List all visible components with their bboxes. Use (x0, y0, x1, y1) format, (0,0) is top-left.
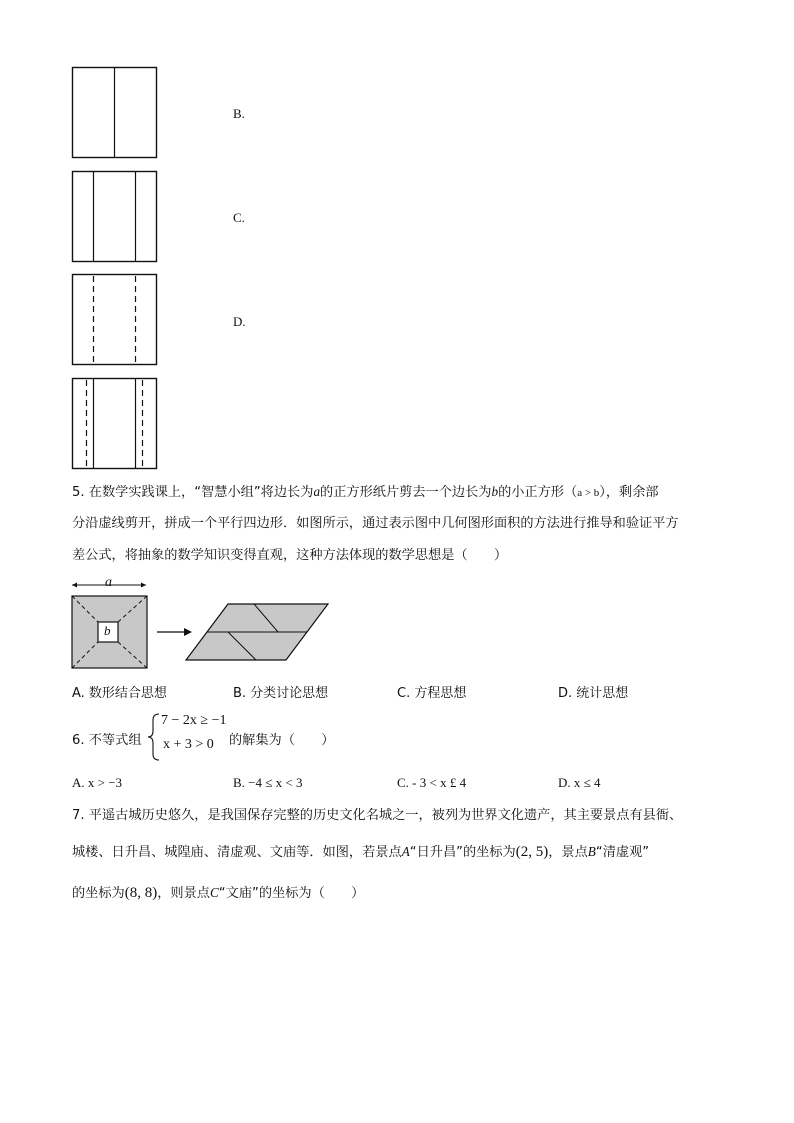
q7-line-2: 城楼、日升昌、城隍庙、清虚观、文庙等．如图，若景点A“日升昌”的坐标为(2, 5)，景点B“清虚观” (72, 844, 650, 860)
q7-line-3: 的坐标为(8, 8)，则景点C“文庙”的坐标为（ ） (72, 885, 365, 901)
figure-option-d-rect (71, 377, 159, 471)
q5-choice-a[interactable]: A. 数形结合思想 (72, 686, 167, 701)
q7-line-1: 7. 平遥古城历史悠久，是我国保存完整的历史文化名城之一，被列为世界文化遗产，其主要景点有县衙、 (72, 808, 683, 823)
q6-inequality-2: x + 3 > 0 (163, 737, 214, 752)
option-d-label: D. (233, 314, 246, 329)
figure-option-b-rect (71, 170, 159, 264)
q5-parallelogram-figure (183, 601, 331, 663)
q5-line-3: 差公式，将抽象的数学知识变得直观，这种方法体现的数学思想是（ ） (72, 548, 508, 563)
q5-figure-label-a: a (105, 575, 112, 590)
option-c-label: C. (233, 210, 245, 225)
q6-choice-d[interactable]: D. x ≤ 4 (558, 775, 601, 790)
q5-choice-d[interactable]: D. 统计思想 (558, 686, 629, 701)
q5-line-2: 分沿虚线剪开，拼成一个平行四边形．如图所示，通过表示图中几何图形面积的方法进行推导和验证平方 (72, 516, 679, 531)
q6-choice-a[interactable]: A. x > −3 (72, 775, 123, 790)
figure-option-a-rect (71, 66, 159, 160)
q5-choice-b[interactable]: B. 分类讨论思想 (233, 686, 329, 701)
q6-prefix: 6. 不等式组 (72, 733, 142, 748)
q6-choice-c[interactable]: C. - 3 < x £ 4 (397, 775, 467, 790)
q6-brace (147, 712, 161, 762)
q6-inequality-1: 7 − 2x ≥ −1 (161, 713, 227, 728)
q5-line-1: 5. 在数学实践课上，“智慧小组”将边长为a的正方形纸片剪去一个边长为b的小正方形（a > b），剩余部 (72, 484, 659, 500)
option-b-label: B. (233, 106, 245, 121)
q5-figure-label-b: b (104, 623, 111, 638)
figure-option-c-rect (71, 273, 159, 367)
q5-square-figure (66, 574, 162, 672)
q5-choice-c[interactable]: C. 方程思想 (397, 686, 467, 701)
q6-suffix: 的解集为（ ） (229, 733, 335, 748)
q6-choice-b[interactable]: B. −4 ≤ x < 3 (233, 775, 303, 790)
